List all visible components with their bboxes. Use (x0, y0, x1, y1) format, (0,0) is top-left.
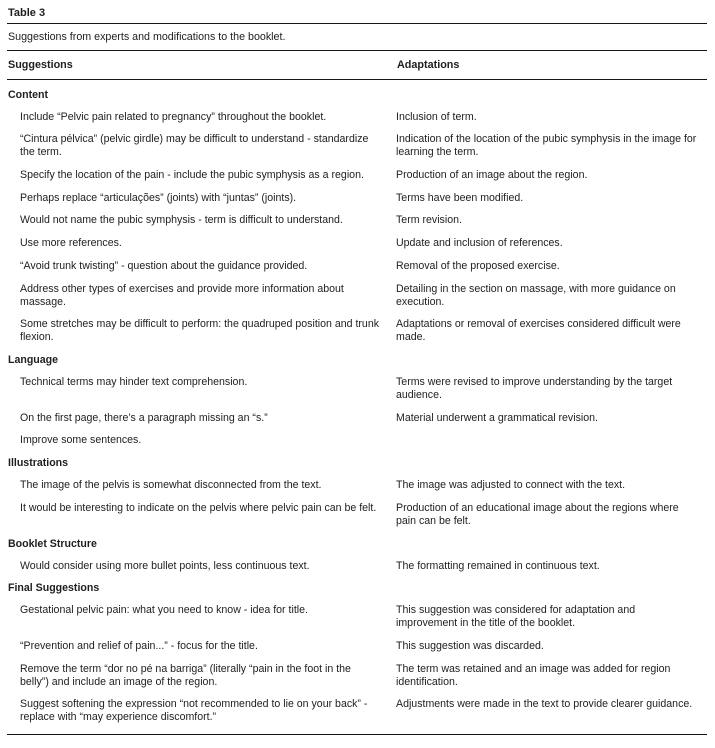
table-row (7, 376, 707, 412)
suggestion-cell: On the first page, there’s a paragraph missing an “s.” (20, 411, 268, 424)
suggestion-cell: Improve some sentences. (20, 434, 142, 447)
table-row (7, 560, 707, 583)
table-row (7, 237, 707, 260)
adaptation-cell: Indication of the location of the pubic symphysis in the image for learning the term. (396, 133, 697, 159)
table-row (7, 283, 707, 319)
suggestion-cell: “Avoid trunk twisting” - question about the guidance provided. (20, 260, 308, 273)
section-title: Booklet Structure (8, 537, 97, 550)
suggestion-cell: The image of the pelvis is somewhat disconnected from the text. (20, 479, 322, 492)
adaptation-cell: This suggestion was discarded. (396, 640, 544, 653)
table-caption: Suggestions from experts and modifications to the booklet. (7, 24, 707, 51)
table-row (7, 434, 707, 457)
section-header-row (7, 582, 707, 604)
suggestion-cell: It would be interesting to indicate on the pelvis where pelvic pain can be felt. (20, 502, 377, 515)
adaptation-cell: Production of an educational image about the regions where pain can be felt. (396, 502, 679, 527)
section-header-row (7, 457, 707, 479)
section-title: Illustrations (8, 457, 69, 470)
suggestion-cell: Specify the location of the pain - include the pubic symphysis as a region. (20, 168, 364, 181)
table-row (7, 412, 707, 435)
table-row (7, 111, 707, 134)
column-header-adaptations: Adaptations (396, 51, 707, 80)
adaptation-cell: Removal of the proposed exercise. (396, 260, 560, 273)
adaptation-cell: This suggestion was considered for adaptation and improvement in the title of the booklet. (396, 604, 636, 630)
suggestion-cell: Include “Pelvic pain related to pregnancy” throughout the booklet. (20, 110, 327, 123)
adaptation-cell: The image was adjusted to connect with the text. (396, 479, 626, 492)
table-row (7, 214, 707, 237)
table-row (7, 133, 707, 169)
adaptation-cell: Detailing in the section on massage, with more guidance on execution. (396, 282, 676, 308)
section-title: Content (8, 88, 49, 101)
suggestion-cell: Suggest softening the expression “not recommended to lie on your back” - replace with “may experience discomfort.” (20, 698, 368, 724)
suggestion-cell: Perhaps replace “articulações” (joints) with “juntas” (joints). (20, 191, 297, 204)
table-row (7, 169, 707, 192)
table-row (7, 318, 707, 354)
adaptation-cell (396, 434, 707, 457)
experts-suggestions-table (7, 51, 707, 734)
table-row (7, 479, 707, 502)
suggestion-cell: Remove the term “dor no pé na barriga” (literally “pain in the foot in the belly”) and include an image of the region. (20, 662, 351, 688)
section-title: Final Suggestions (8, 582, 100, 595)
section-header-row (7, 89, 707, 111)
table-header-row (7, 51, 707, 80)
header-body-spacer (7, 80, 707, 89)
adaptation-cell: Adjustments were made in the text to provide clearer guidance. (396, 698, 693, 711)
table-row (7, 192, 707, 215)
suggestion-cell: “Cintura pélvica” (pelvic girdle) may be difficult to understand - standardize the term. (20, 133, 369, 159)
suggestion-cell: Address other types of exercises and provide more information about massage. (20, 282, 344, 308)
table-row (7, 604, 707, 640)
column-header-suggestions: Suggestions (7, 51, 396, 80)
table-row (7, 663, 707, 699)
adaptation-cell: Terms have been modified. (396, 191, 524, 204)
table-label: Table 3 (7, 5, 707, 24)
suggestion-cell: Use more references. (20, 237, 122, 250)
adaptation-cell: Production of an image about the region. (396, 168, 588, 181)
adaptation-cell: Update and inclusion of references. (396, 237, 563, 250)
adaptation-cell: The term was retained and an image was added for region identification. (396, 662, 671, 688)
suggestion-cell: Technical terms may hinder text comprehension. (20, 376, 248, 389)
section-title: Language (8, 354, 59, 367)
suggestion-cell: “Prevention and relief of pain...” - focus for the title. (20, 640, 258, 653)
suggestion-cell: Would consider using more bullet points, less continuous text. (20, 559, 310, 572)
adaptation-cell: Terms were revised to improve understanding by the target audience. (396, 376, 673, 401)
adaptation-cell: Inclusion of term. (396, 110, 477, 123)
table-row (7, 260, 707, 283)
section-header-row (7, 354, 707, 376)
table-row (7, 640, 707, 663)
adaptation-cell: Adaptations or removal of exercises considered difficult were made. (396, 318, 681, 344)
suggestion-cell: Gestational pelvic pain: what you need to know - idea for title. (20, 604, 308, 617)
table-bottom-rule (7, 734, 707, 735)
adaptation-cell: Material underwent a grammatical revision. (396, 411, 598, 424)
suggestion-cell: Would not name the pubic symphysis - term is difficult to understand. (20, 214, 343, 227)
section-header-row (7, 538, 707, 560)
suggestion-cell: Some stretches may be difficult to perform: the quadruped position and trunk flexion. (20, 318, 380, 344)
table-row (7, 502, 707, 538)
table-row (7, 698, 707, 734)
adaptation-cell: Term revision. (396, 214, 462, 227)
adaptation-cell: The formatting remained in continuous text. (396, 559, 600, 572)
